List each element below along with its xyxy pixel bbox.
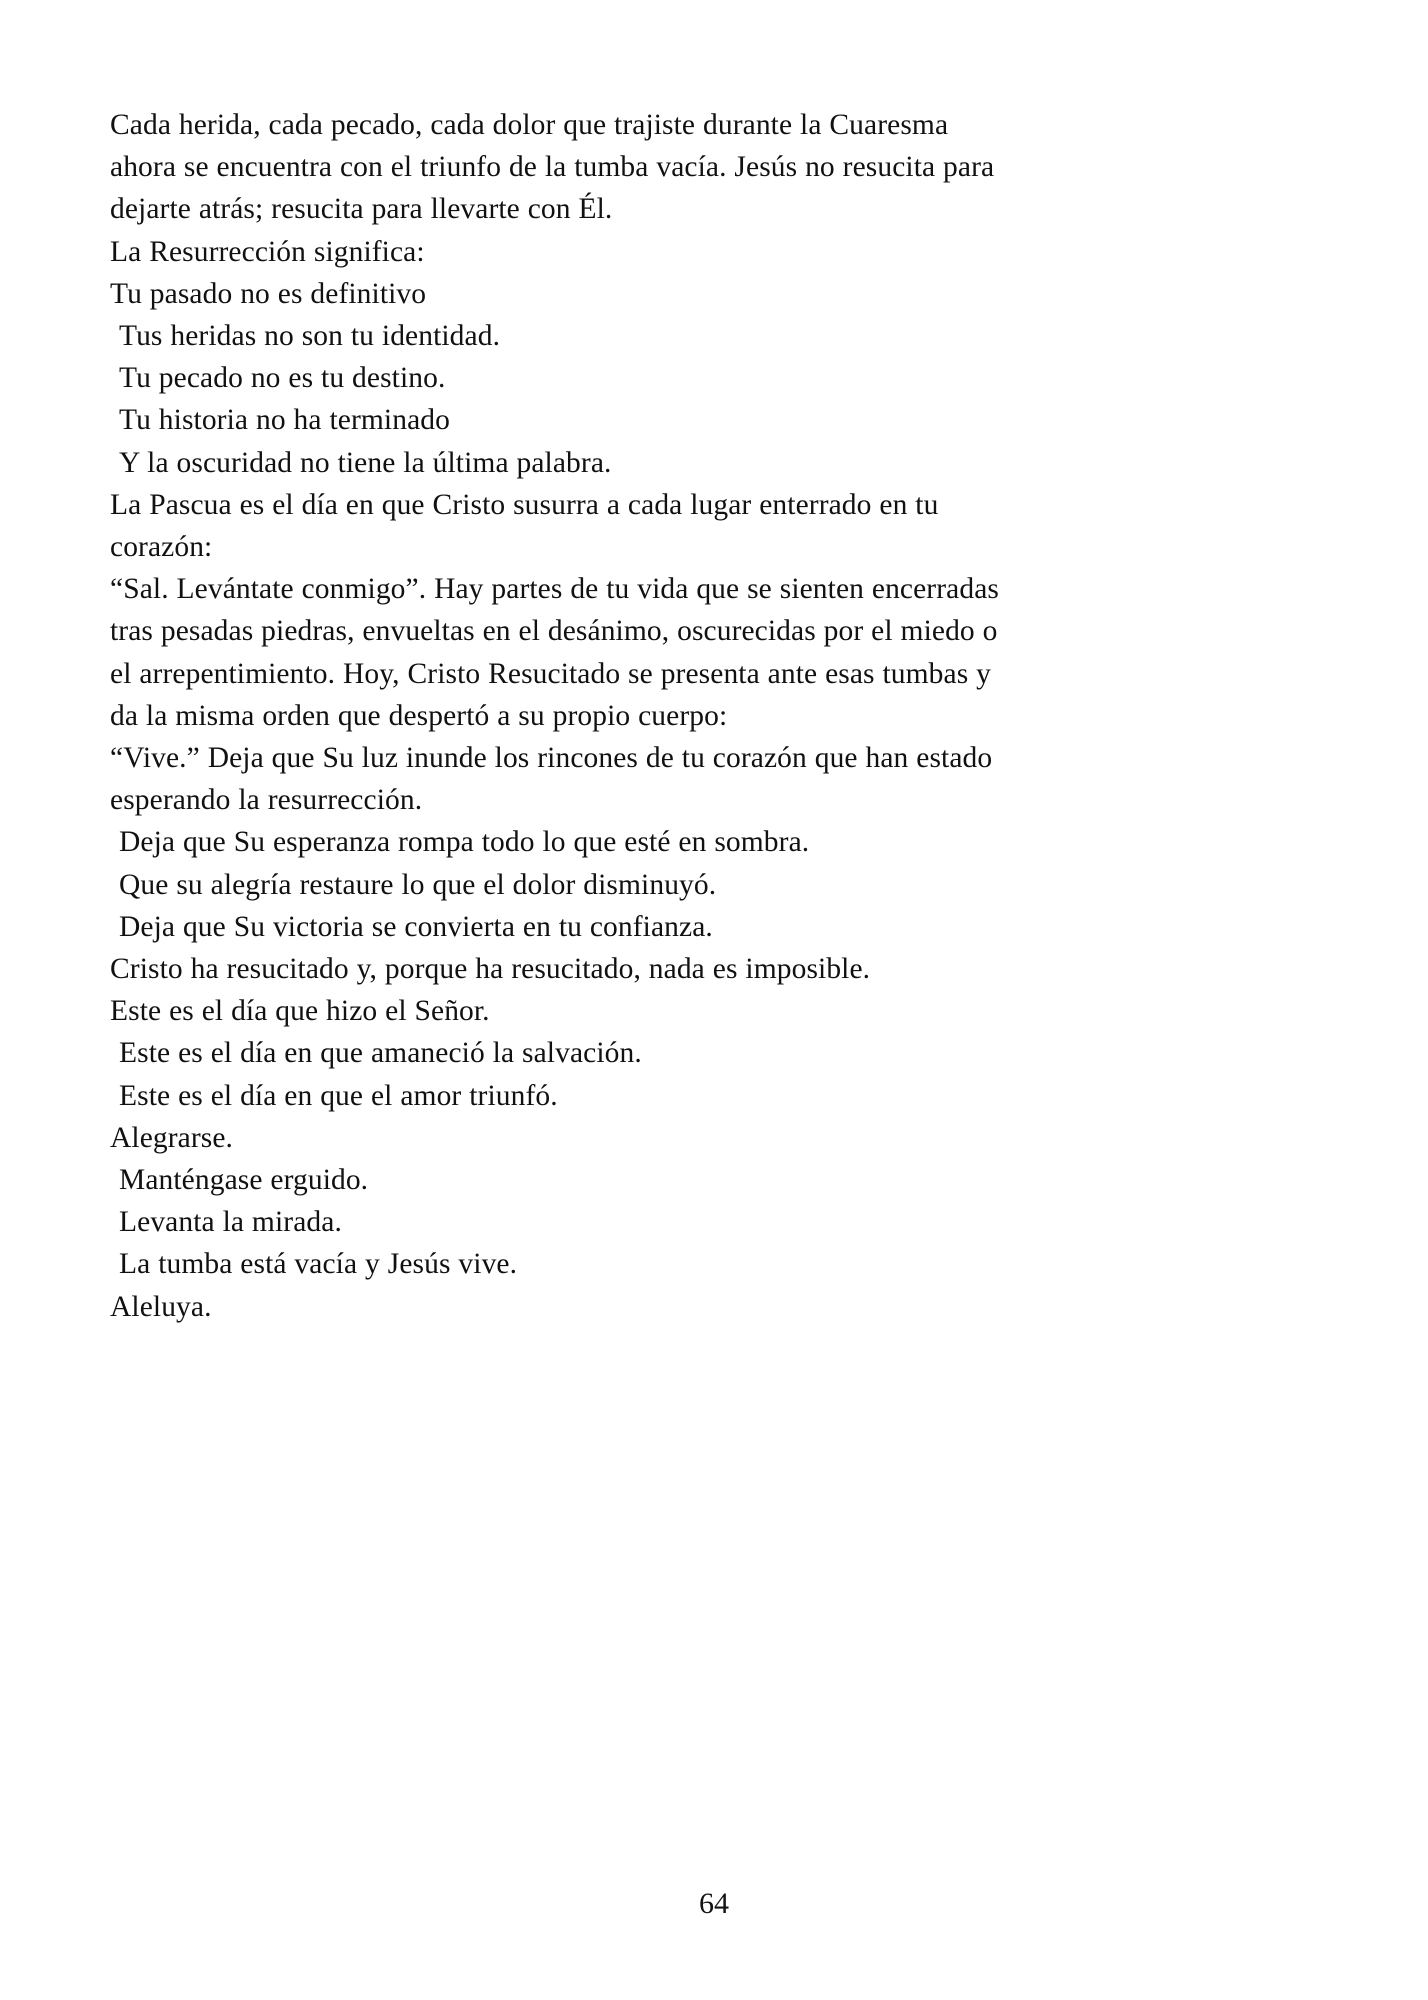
body-paragraph: Este es el día en que el amor triunfó. [119,1079,558,1112]
body-paragraph: Deja que Su esperanza rompa todo lo que esté en sombra. [119,826,810,859]
page-number: 64 [699,1887,729,1920]
body-paragraph: Alegrarse. [110,1121,234,1154]
body-paragraph: Este es el día que hizo el Señor. [110,995,490,1028]
body-paragraph: Deja que Su victoria se convierta en tu confianza. [119,910,713,943]
body-paragraph: Tus heridas no son tu identidad. [119,320,501,353]
body-paragraph: Tu pecado no es tu destino. [119,362,446,395]
body-paragraph: “Sal. Levántate conmigo”. Hay partes de tu vida que se sienten encerradas tras pesadas piedras, envueltas en el desánimo, oscurecidas por el miedo o el arrepentimiento. Hoy, Cristo Resucitado se presenta ante esas tumbas y da la misma orden que despertó a su propio cuerpo: [110,573,999,732]
body-paragraph: Aleluya. [110,1290,212,1323]
body-paragraph: La Resurrección significa: [110,235,425,268]
body-paragraph: Tu pasado no es definitivo [110,277,427,310]
body-paragraph: Este es el día en que amaneció la salvación. [119,1037,642,1070]
body-paragraph: Manténgase erguido. [119,1164,369,1197]
body-text-block [110,104,1020,1328]
body-paragraph: “Vive.” Deja que Su luz inunde los rincones de tu corazón que han estado esperando la resurrección. [110,742,993,817]
body-paragraph: La tumba está vacía y Jesús vive. [119,1248,518,1281]
body-paragraph: Tu historia no ha terminado [119,404,450,437]
body-paragraph: Que su alegría restaure lo que el dolor disminuyó. [119,868,717,901]
body-paragraph: Cristo ha resucitado y, porque ha resucitado, nada es imposible. [110,953,871,986]
body-paragraph: Y la oscuridad no tiene la última palabra. [119,446,612,479]
body-paragraph: Levanta la mirada. [119,1206,342,1239]
body-paragraph: Cada herida, cada pecado, cada dolor que trajiste durante la Cuaresma ahora se encuentra con el triunfo de la tumba vacía. Jesús no resucita para dejarte atrás; resucita para llevarte con Él. [110,109,995,226]
body-paragraph: La Pascua es el día en que Cristo susurra a cada lugar enterrado en tu corazón: [110,488,939,564]
